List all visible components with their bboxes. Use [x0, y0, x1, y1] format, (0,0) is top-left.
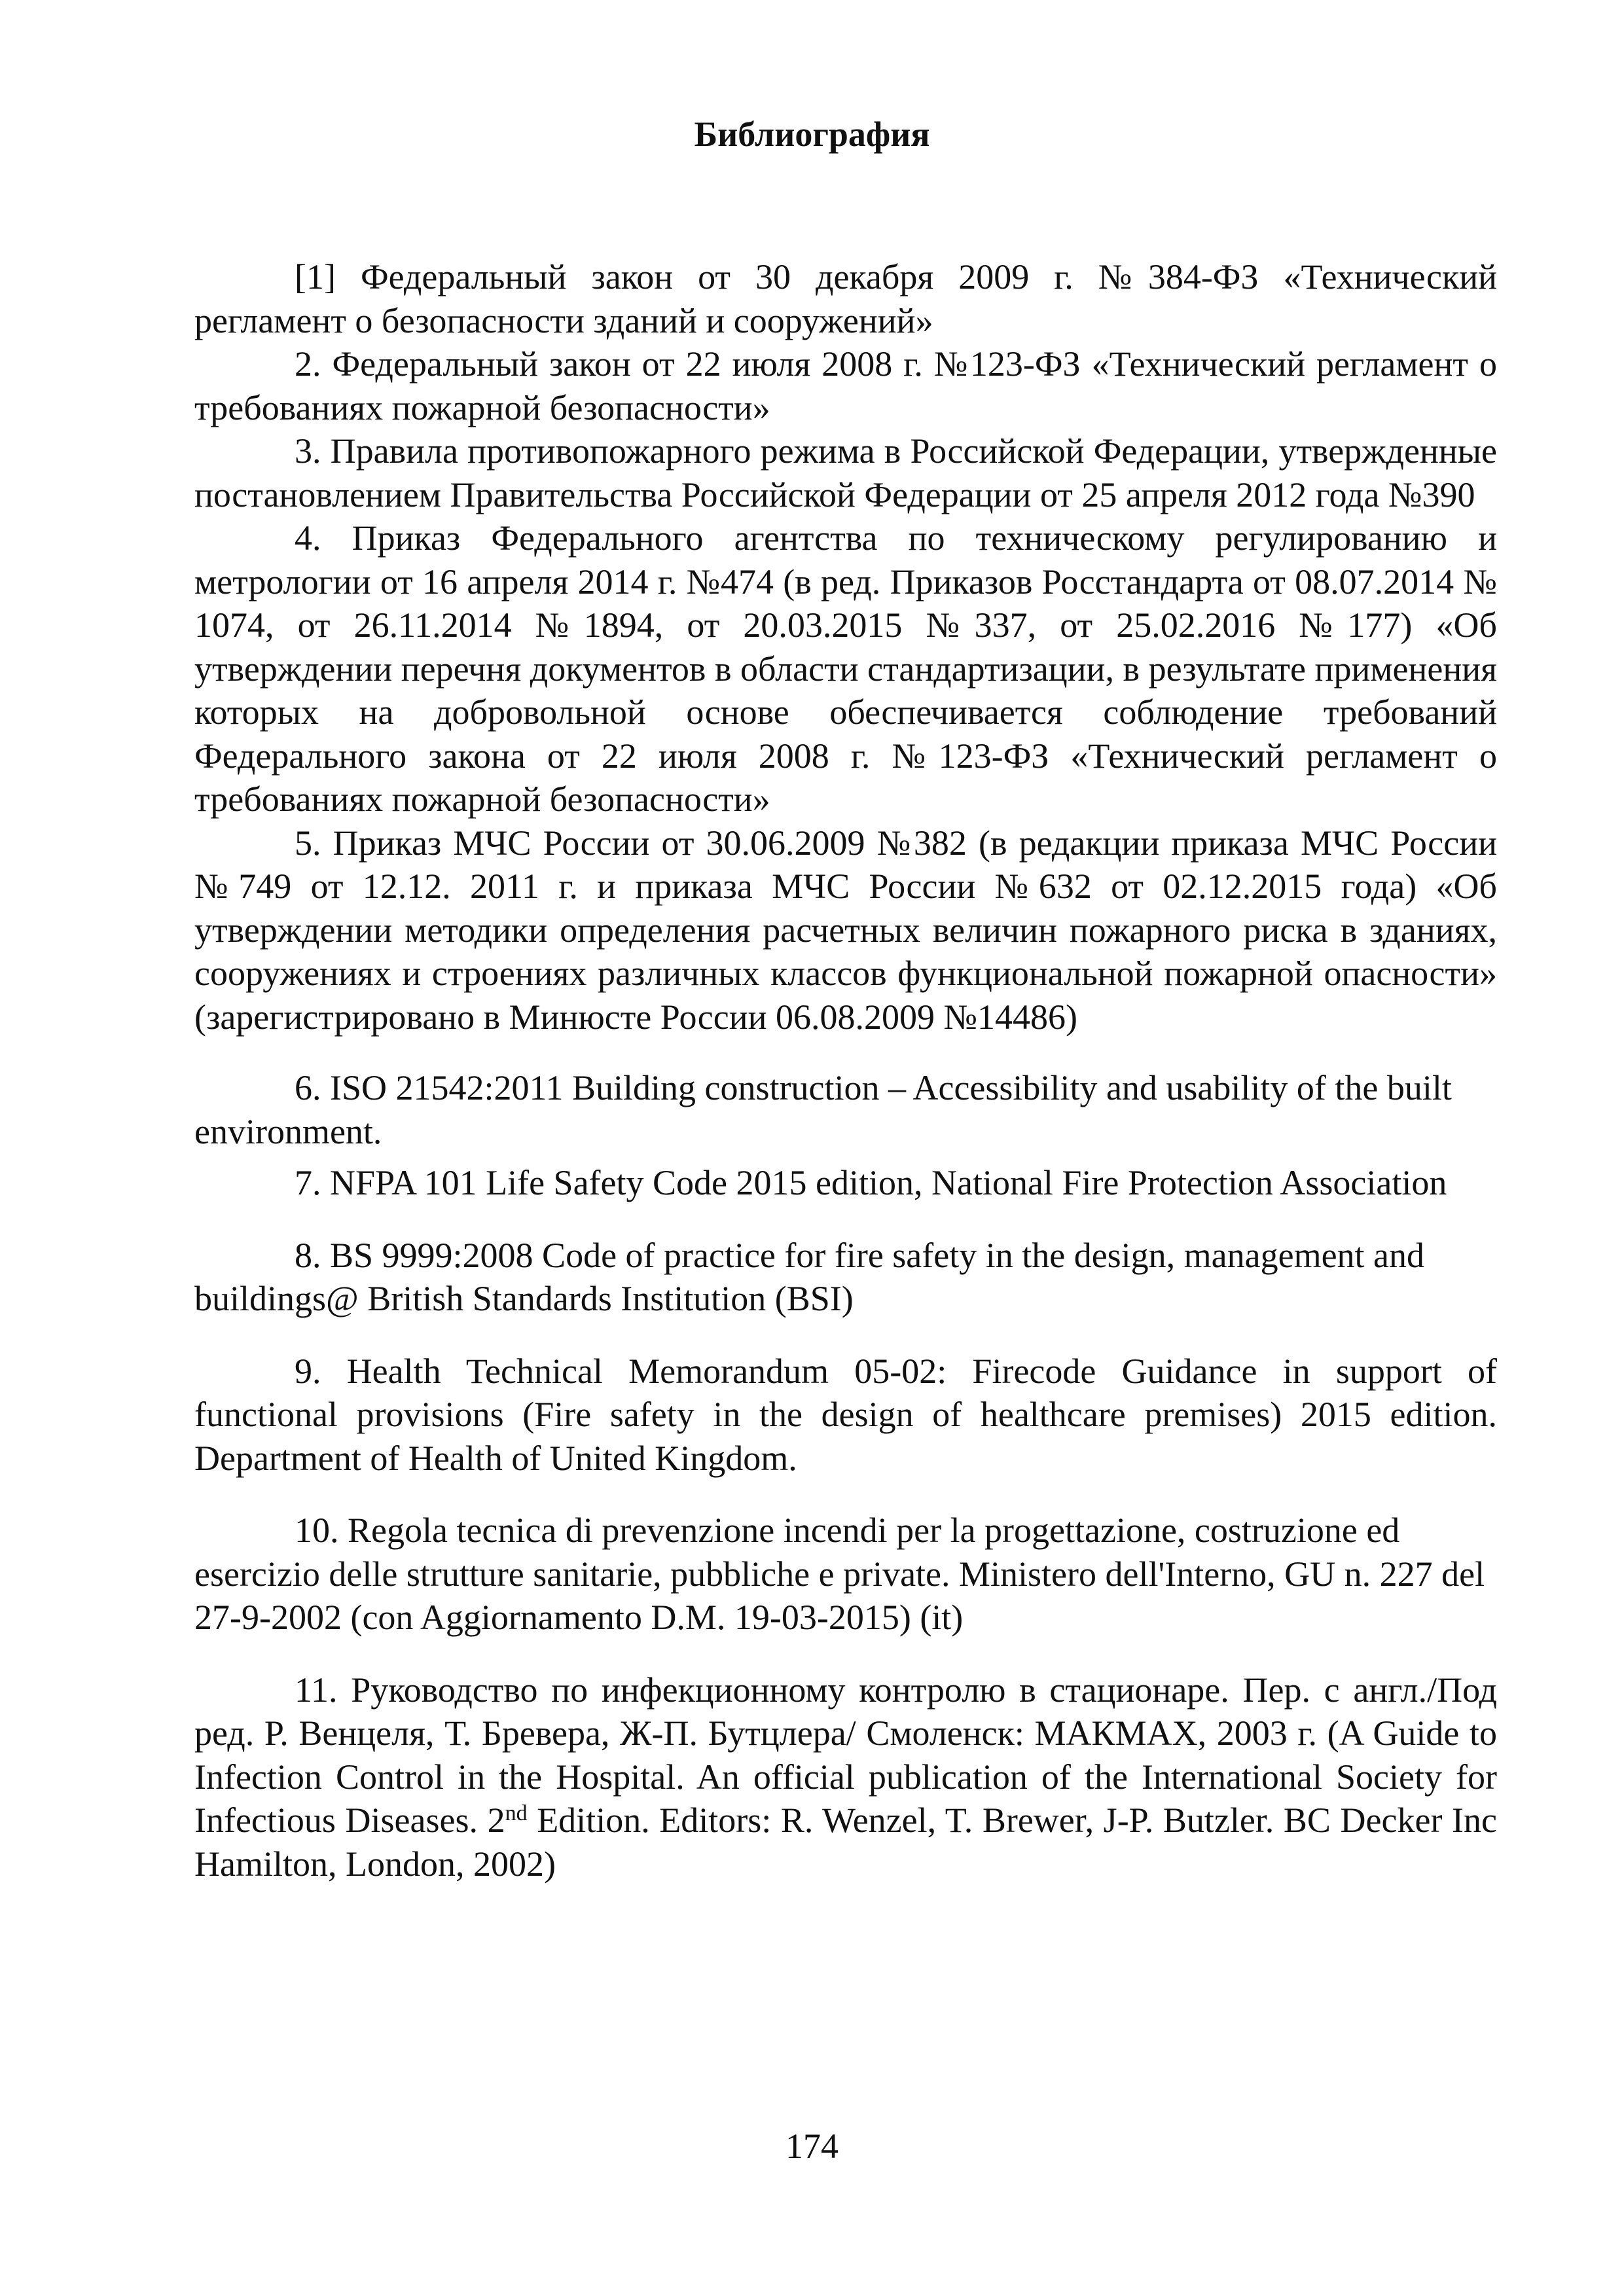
reference-item-1: [1] Федеральный закон от 30 декабря 2009 г. №384-ФЗ «Технический регламент о безопасности зданий и сооружений» — [194, 257, 1497, 340]
reference-item-3: 3. Правила противопожарного режима в Российской Федерации, утвержденные постановлением Правительства Российской Федерации от 25 апреля 2012 года №390 — [194, 431, 1497, 514]
reference-item-6: 6. ISO 21542:2011 Building construction – Accessibility and usability of the built environment. — [194, 1068, 1452, 1151]
reference-item-11-text-before: 11. Руководство по инфекционному контролю в стационаре. Пер. с англ./Под ред. Р. Венцеля, Т. Бревера, Ж-П. Бутцлера/ Смоленск: МАКМАХ, 2003 г. (A Guide to Infection Control in the Hospital. An official publication of the International Society for Infectious Diseases. 2 — [194, 1670, 1497, 1840]
reference-item-7: 7. NFPA 101 Life Safety Code 2015 edition, National Fire Protection Association — [295, 1163, 1447, 1202]
page-number: 174 — [785, 2126, 839, 2166]
reference-item-10: 10. Regola tecnica di prevenzione incendi per la progettazione, costruzione ed esercizio delle strutture sanitarie, pubbliche e private. Ministero dell'Interno, GU n. 227 del 27-9-2002 (con Aggiornamento D.M. 19-03-2015) (it) — [194, 1511, 1485, 1637]
reference-item-11-text-after: Edition. Editors: R. Wenzel, T. Brewer, J-P. Butzler. BC Decker Inc Hamilton, London, 2002) — [194, 1801, 1497, 1884]
bibliography-list — [194, 255, 1497, 1886]
page-title: Библиография — [694, 115, 930, 154]
reference-item-9: 9. Health Technical Memorandum 05-02: Firecode Guidance in support of functional provisions (Fire safety in the design of healthcare premises) 2015 edition. Department of Health of United Kingdom. — [194, 1351, 1497, 1478]
reference-item-8: 8. BS 9999:2008 Code of practice for fire safety in the design, management and buildings@ British Standards Institution (BSI) — [194, 1235, 1425, 1318]
edition-superscript: nd — [505, 1801, 528, 1825]
reference-item-2: 2. Федеральный закон от 22 июля 2008 г. №123-ФЗ «Технический регламент о требованиях пожарной безопасности» — [194, 344, 1497, 427]
reference-item-5: 5. Приказ МЧС России от 30.06.2009 №382 (в редакции приказа МЧС России №749 от 12.12. 2011 г. и приказа МЧС России №632 от 02.12.2015 года) «Об утверждении методики определения расчетных величин пожарного риска в зданиях, сооружениях и строениях различных классов функциональной пожарной опасности» (зарегистрировано в Минюсте России 06.08.2009 №14486) — [194, 823, 1497, 1037]
reference-item-4: 4. Приказ Федерального агентства по техническому регулированию и метрологии от 16 апреля 2014 г. №474 (в ред. Приказов Росстандарта от 08.07.2014 № 1074, от 26.11.2014 №1894, от 20.03.2015 №337, от 25.02.2016 №177) «Об утверждении перечня документов в области стандартизации, в результате применения которых на добровольной основе обеспечивается соблюдение требований Федерального закона от 22 июля 2008 г. №123-ФЗ «Технический регламент о требованиях пожарной безопасности» — [194, 518, 1497, 819]
reference-item-11 — [194, 1668, 1497, 1886]
